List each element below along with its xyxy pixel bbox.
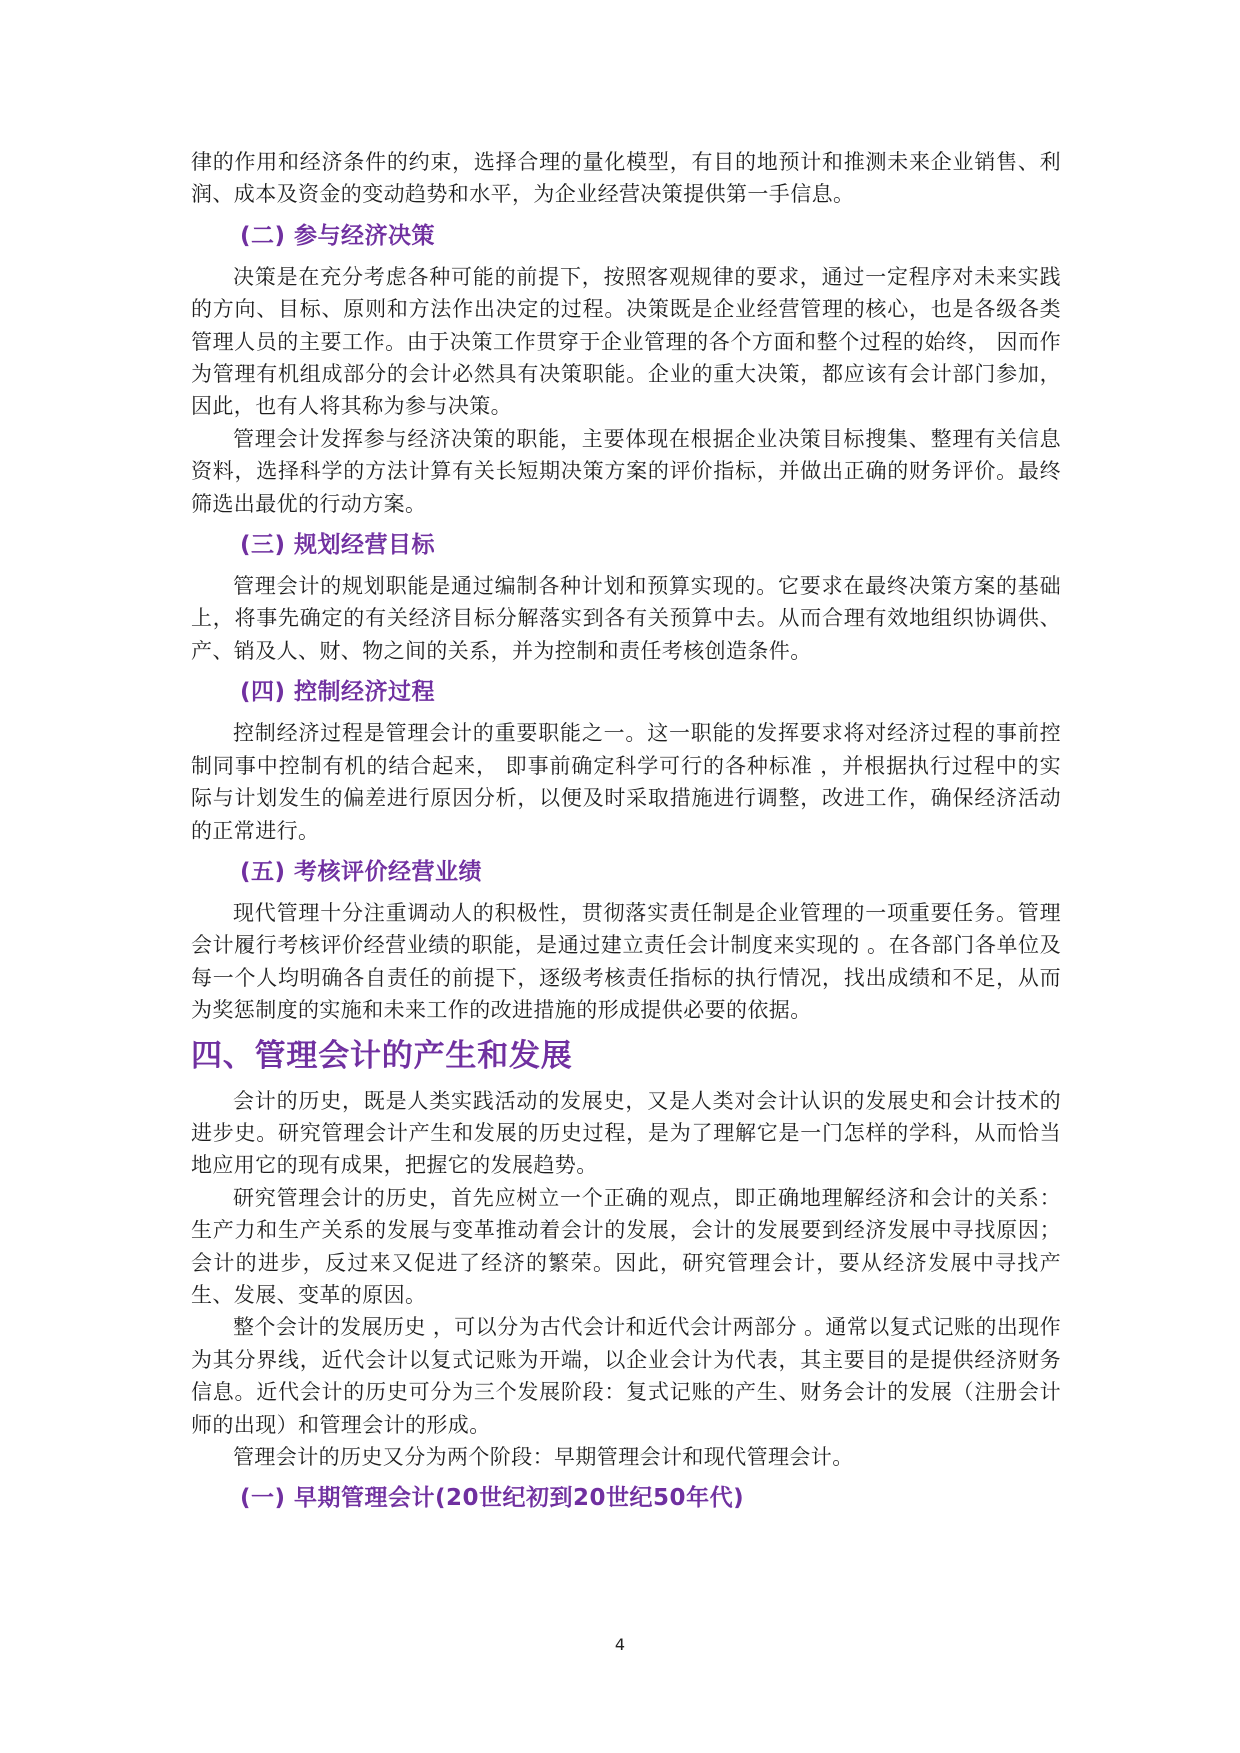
- heading-planning-objectives: (三) 规划经营目标: [240, 532, 436, 559]
- paragraph-history-viewpoint: 研究管理会计的历史，首先应树立一个正确的观点，即正确地理解经济和会计的关系：生产力和生产关系的发展与变革推动着会计的发展，会计的发展要到经济发展中寻找原因；会计的进步，反过来又促进了经济的繁荣。因此，研究管理会计，要从经济发展中寻找产生、发展、变革的原因。: [191, 1185, 1061, 1307]
- heading-participate-decision: (二) 参与经济决策: [240, 222, 436, 249]
- page-content: [191, 146, 1061, 1523]
- heading-performance-evaluation: (五) 考核评价经营业绩: [240, 858, 483, 885]
- paragraph-decision-definition: 决策是在充分考虑各种可能的前提下，按照客观规律的要求，通过一定程序对未来实践的方向、目标、原则和方法作出决定的过程。决策既是企业经营管理的核心，也是各级各类管理人员的主要工作。由于决策工作贯穿于企业管理的各个方面和整个过程的始终， 因而作为管理有机组成部分的会计必然具有决策职能。企业的重大决策，都应该有会计部门参加，因此，也有人将其称为参与决策。: [191, 264, 1061, 419]
- paragraph-planning-function: 管理会计的规划职能是通过编制各种计划和预算实现的。它要求在最终决策方案的基础上，将事先确定的有关经济目标分解落实到各有关预算中去。从而合理有效地组织协调供、产、销及人、财、物之间的关系，并为控制和责任考核创造条件。: [191, 574, 1061, 663]
- section-heading-history: 四、管理会计的产生和发展: [191, 1037, 573, 1074]
- heading-early-management-accounting: (一) 早期管理会计(20世纪初到20世纪50年代): [240, 1485, 745, 1512]
- paragraph-history-stages: 整个会计的发展历史 ，可以分为古代会计和近代会计两部分 。通常以复式记账的出现作为其分界线，近代会计以复式记账为开端，以企业会计为代表，其主要目的是提供经济财务信息。近代会计的历史可分为三个发展阶段：复式记账的产生、财务会计的发展（注册会计师的出现）和管理会计的形成。: [191, 1315, 1061, 1437]
- page-number: 4: [614, 1635, 626, 1654]
- paragraph-evaluation-function: 现代管理十分注重调动人的积极性，贯彻落实责任制是企业管理的一项重要任务。管理会计履行考核评价经营业绩的职能，是通过建立责任会计制度来实现的 。在各部门各单位及每一个人均明确各自责任的前提下，逐级考核责任指标的执行情况，找出成绩和不足，从而为奖惩制度的实施和未来工作的改进措施的形成提供必要的依据。: [191, 900, 1061, 1023]
- paragraph-control-function: 控制经济过程是管理会计的重要职能之一。这一职能的发挥要求将对经济过程的事前控制同事中控制有机的结合起来， 即事前确定科学可行的各种标准 ，并根据执行过程中的实际与计划发生的偏差进行原因分析，以便及时采取措施进行调整，改进工作，确保经济活动的正常进行。: [191, 721, 1061, 843]
- heading-control-process: (四) 控制经济过程: [240, 679, 436, 706]
- paragraph-history-intro: 会计的历史，既是人类实践活动的发展史，又是人类对会计认识的发展史和会计技术的进步史。研究管理会计产生和发展的历史过程，是为了理解它是一门怎样的学科，从而恰当地应用它的现有成果，把握它的发展趋势。: [191, 1088, 1061, 1178]
- paragraph-intro-continuation: 律的作用和经济条件的约束，选择合理的量化模型，有目的地预计和推测未来企业销售、利润、成本及资金的变动趋势和水平，为企业经营决策提供第一手信息。: [191, 150, 1061, 207]
- paragraph-decision-function: 管理会计发挥参与经济决策的职能，主要体现在根据企业决策目标搜集、整理有关信息资料，选择科学的方法计算有关长短期决策方案的评价指标，并做出正确的财务评价。最终筛选出最优的行动方案。: [191, 426, 1061, 516]
- paragraph-history-two-phases: 管理会计的历史又分为两个阶段：早期管理会计和现代管理会计。: [233, 1445, 854, 1469]
